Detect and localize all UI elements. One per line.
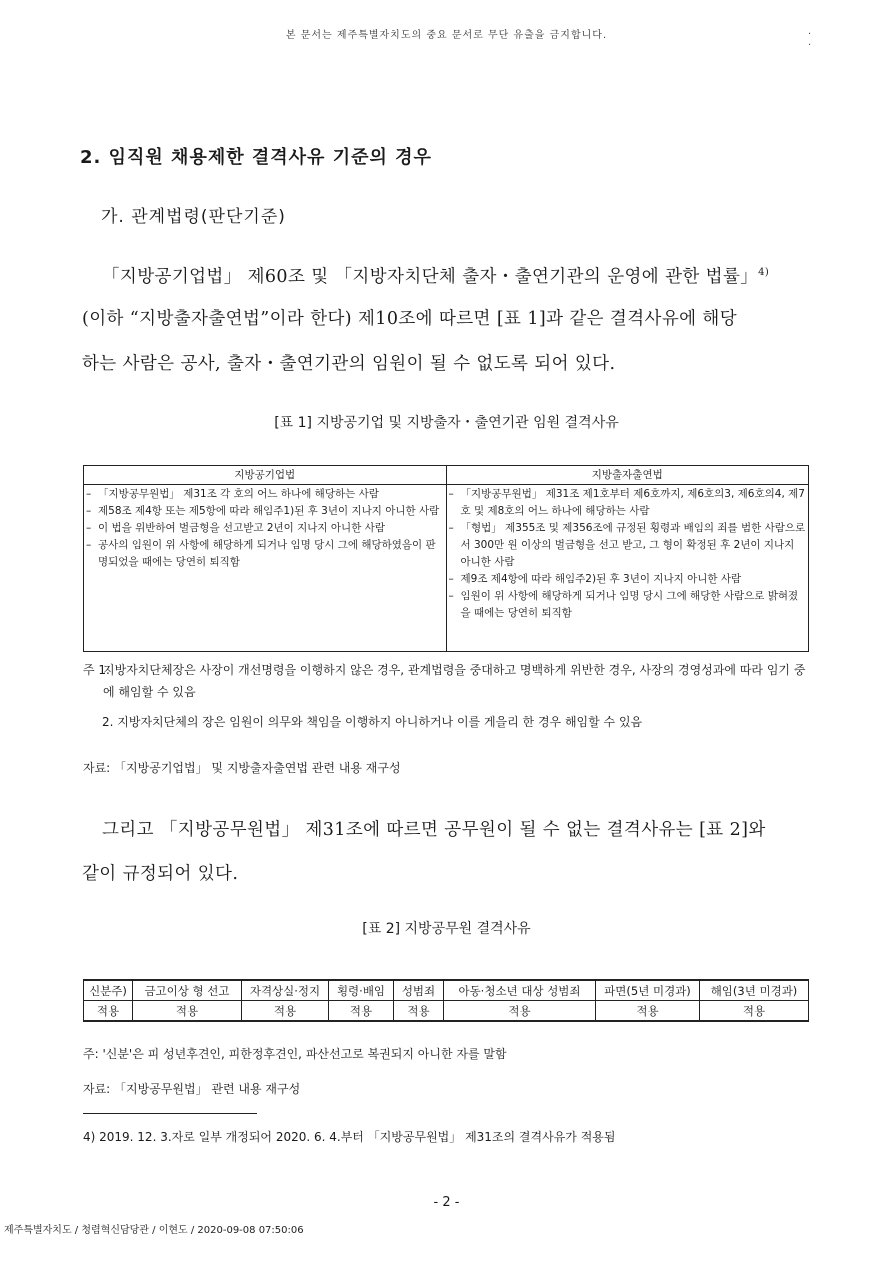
- table-1-source: 자료: 「지방공기업법」 및 지방출자출연법 관련 내용 재구성: [83, 761, 401, 775]
- note-1-text: 지방자치단체장은 사장이 개선명령을 이행하지 않은 경우, 관계법령을 중대하고 명백하게 위반한 경우, 사장의 경영성과에 따라 임기 중에 해임할 수 있음: [103, 663, 806, 699]
- table-2-value-cell: 적용: [700, 1001, 809, 1022]
- table-1: [83, 465, 809, 652]
- table-2-value-cell: 적용: [329, 1001, 394, 1022]
- table-2-header-cell: 자격상실·정지: [242, 980, 329, 1001]
- subsection-title: 가. 관계법령(판단기준): [101, 207, 286, 227]
- paragraph-1-line-1-text: 「지방공기업법」 제60조 및 「지방자치단체 출자・출연기관의 운영에 관한 법률」: [102, 267, 759, 287]
- table-2-note: 주: '신분'은 피 성년후견인, 피한정후견인, 파산선고로 복권되지 아니한 자를 말함: [83, 1047, 507, 1061]
- table-2-caption: [표 2] 지방공무원 결격사유: [362, 921, 531, 937]
- left-item-list: [84, 485, 446, 571]
- paragraph-2-line-1: 그리고 「지방공무원법」 제31조에 따르면 공무원이 될 수 없는 결격사유는 [표 2]와: [102, 820, 766, 840]
- table-1-header-right: 지방출자출연법: [446, 466, 809, 485]
- table-2-header-cell: 횡령·배임: [329, 980, 394, 1001]
- section-title: 2. 임직원 채용제한 결격사유 기준의 경우: [80, 147, 432, 168]
- right-item-list: [447, 485, 809, 622]
- table-2-header-cell: 신분주): [84, 980, 133, 1001]
- note-1-prefix: 주 1.: [83, 663, 110, 677]
- table-2-value-cell: 적용: [394, 1001, 444, 1022]
- confidential-notice: 본 문서는 제주특별자치도의 중요 문서로 무단 유출을 금지합니다.: [285, 30, 608, 41]
- table-2-value-cell: 적용: [84, 1001, 133, 1022]
- paragraph-1-line-3: 하는 사람은 공사, 출자・출연기관의 임원이 될 수 없도록 되어 있다.: [82, 354, 616, 374]
- table-1-caption: [표 1] 지방공기업 및 지방출자・출연기관 임원 결격사유: [274, 415, 619, 431]
- table-1-header-row: [84, 466, 809, 485]
- list-item: – 공사의 임원이 위 사항에 해당하게 되거나 임명 당시 그에 해당하였음이 판명되었을 때에는 당연히 퇴직함: [86, 537, 444, 571]
- list-item: – 임원이 위 사항에 해당하게 되거나 임명 당시 그에 해당한 사람으로 밝혀졌을 때에는 당연히 퇴직함: [449, 588, 807, 622]
- table-2-value-cell: 적용: [444, 1001, 596, 1022]
- table-1-note-1: [83, 659, 813, 703]
- list-item: – 「지방공무원법」 제31조 각 호의 어느 하나에 해당하는 사람: [86, 486, 444, 503]
- table-2-value-cell: 적용: [242, 1001, 329, 1022]
- list-item: – 제9조 제4항에 따라 해임주2)된 후 3년이 지나지 아니한 사람: [449, 571, 807, 588]
- table-2-header-row: [84, 980, 809, 1001]
- table-2-header-cell: 파면(5년 미경과): [596, 980, 700, 1001]
- table-2-value-cell: 적용: [133, 1001, 242, 1022]
- paragraph-2-line-2: 같이 규정되어 있다.: [82, 864, 239, 884]
- table-1-right-cell: [446, 485, 809, 652]
- table-1-header-left: 지방공기업법: [84, 466, 447, 485]
- table-1-left-cell: [84, 485, 447, 652]
- table-2-header-cell: 성범죄: [394, 980, 444, 1001]
- paragraph-1-line-2: (이하 “지방출자출연법”이라 한다) 제10조에 따르면 [표 1]과 같은 결격사유에 해당: [82, 309, 738, 329]
- footnote-divider: [83, 1113, 257, 1114]
- header-dots: . .: [808, 26, 856, 48]
- table-2-header-cell: 해임(3년 미경과): [700, 980, 809, 1001]
- list-item: – 「형법」 제355조 및 제356조에 규정된 횡령과 배임의 죄를 범한 사람으로서 300만 원 이상의 벌금형을 선고 받고, 그 형이 확정된 후 2년이 지나지 아니한 사람: [449, 520, 807, 571]
- footnote-4: 4) 2019. 12. 3.자로 일부 개정되어 2020. 6. 4.부터 「지방공무원법」 제31조의 결격사유가 적용됨: [83, 1130, 616, 1144]
- page-number: - 2 -: [433, 1195, 460, 1210]
- table-2-header-cell: 금고이상 형 선고: [133, 980, 242, 1001]
- list-item: – 제58조 제4항 또는 제5항에 따라 해임주1)된 후 3년이 지나지 아니한 사람: [86, 503, 444, 520]
- table-2-header-cell: 아동·청소년 대상 성범죄: [444, 980, 596, 1001]
- table-2: [83, 979, 809, 1022]
- document-footer-meta: 제주특별자치도 / 청렴혁신담당관 / 이현도 / 2020-09-08 07:50:06: [4, 1225, 304, 1236]
- table-1-note-2: 2. 지방자치단체의 장은 임원이 의무와 책임을 이행하지 아니하거나 이를 게을리 한 경우 해임할 수 있음: [102, 715, 643, 729]
- table-2-value-row: [84, 1001, 809, 1022]
- paragraph-1-line-1: [102, 263, 769, 288]
- table-2-source: 자료: 「지방공무원법」 관련 내용 재구성: [83, 1082, 301, 1096]
- list-item: – 이 법을 위반하여 벌금형을 선고받고 2년이 지나지 아니한 사람: [86, 520, 444, 537]
- footnote-ref-4: 4): [758, 267, 770, 279]
- table-1-body-row: [84, 485, 809, 652]
- table-2-value-cell: 적용: [596, 1001, 700, 1022]
- list-item: – 「지방공무원법」 제31조 제1호부터 제6호까지, 제6호의3, 제6호의4, 제7호 및 제8호의 어느 하나에 해당하는 사람: [449, 486, 807, 520]
